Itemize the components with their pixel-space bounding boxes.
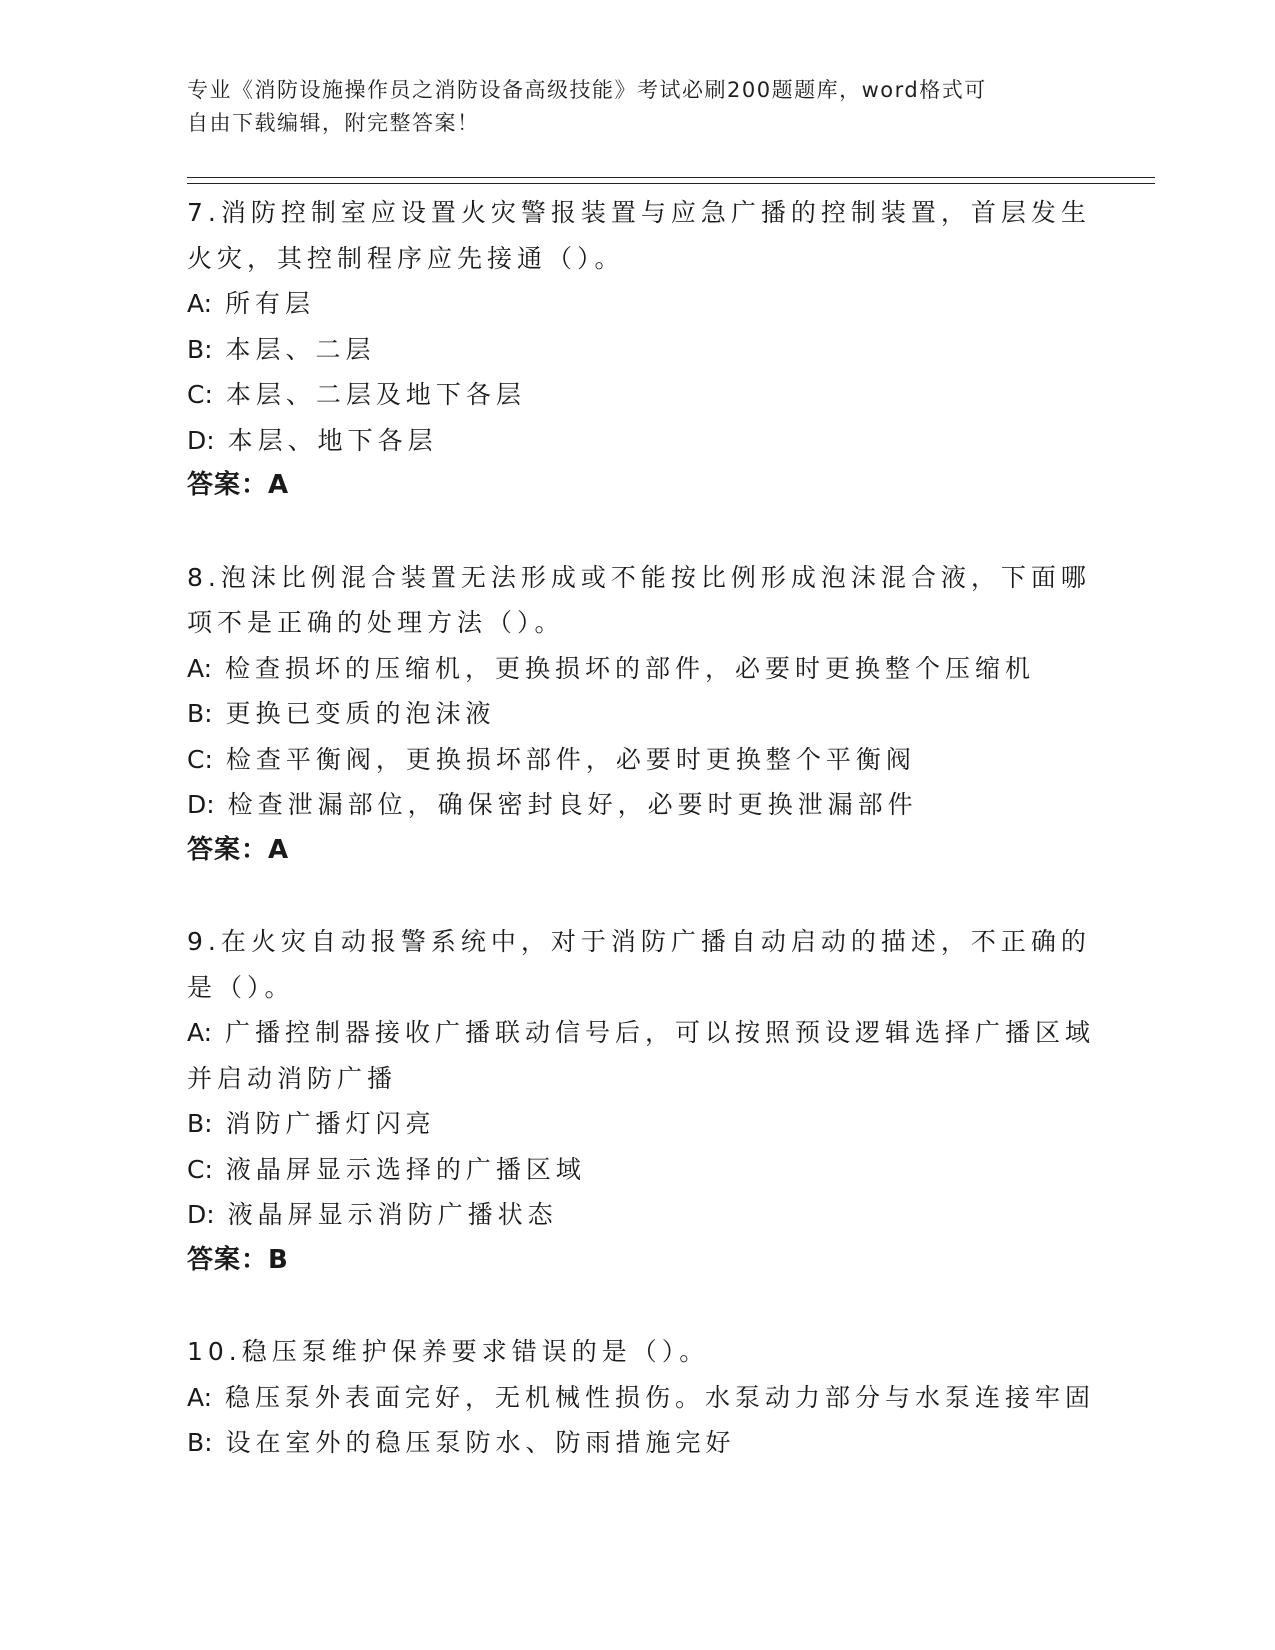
option-a bbox=[187, 646, 1087, 692]
option-letter: A: bbox=[187, 653, 213, 683]
question-7 bbox=[187, 190, 1091, 509]
option-text: 稳压泵外表面完好，无机械性损伤。水泵动力部分与水泵连接牢固 bbox=[225, 1382, 1096, 1412]
option-c bbox=[187, 1147, 1087, 1193]
answer-line: 答案：A bbox=[187, 470, 290, 500]
header-line-1: 专业《消防设施操作员之消防设备高级技能》考试必刷200题题库，word格式可 bbox=[187, 78, 987, 102]
header-divider-top bbox=[187, 177, 1155, 178]
option-b bbox=[187, 691, 1087, 737]
option-c bbox=[187, 737, 1087, 783]
option-text: 检查泄漏部位，确保密封良好，必要时更换泄漏部件 bbox=[227, 790, 918, 819]
question-stem-line: 10.稳压泵维护保养要求错误的是（）。 bbox=[187, 1337, 710, 1366]
option-d bbox=[187, 418, 1087, 464]
answer-line: 答案：A bbox=[187, 834, 290, 865]
option-text: 液晶屏显示选择的广播区域 bbox=[225, 1154, 586, 1184]
option-letter: C: bbox=[187, 744, 213, 774]
question-stem-line: 项不是正确的处理方法（）。 bbox=[187, 608, 565, 637]
question-stem-line: 9.在火灾自动报警系统中，对于消防广播自动启动的描述，不正确的 bbox=[187, 927, 1091, 956]
question-stem-line: 7.消防控制室应设置火灾警报装置与应急广播的控制装置，首层发生 bbox=[187, 198, 1091, 227]
option-text: 液晶屏显示消防广播状态 bbox=[227, 1200, 558, 1229]
option-text: 广播控制器接收广播联动信号后，可以按照预设逻辑选择广播区域 bbox=[225, 1018, 1096, 1047]
option-letter: B: bbox=[187, 334, 213, 364]
document-header bbox=[187, 74, 1087, 140]
header-divider-bottom bbox=[187, 183, 1155, 184]
option-letter: D: bbox=[187, 790, 215, 819]
option-text: 检查平衡阀，更换损坏部件，必要时更换整个平衡阀 bbox=[225, 744, 916, 774]
answer-line: 答案：B bbox=[187, 1244, 289, 1275]
option-a-continued: 并启动消防广播 bbox=[187, 1063, 398, 1093]
option-text: 更换已变质的泡沫液 bbox=[225, 699, 496, 728]
question-10 bbox=[187, 1329, 1096, 1466]
option-d bbox=[187, 782, 1087, 828]
option-a bbox=[187, 1010, 1096, 1056]
option-text: 本层、二层及地下各层 bbox=[225, 380, 526, 409]
question-9 bbox=[187, 919, 1096, 1283]
question-list bbox=[187, 190, 1096, 1512]
question-stem-line: 8.泡沫比例混合装置无法形成或不能按比例形成泡沫混合液，下面哪 bbox=[187, 562, 1091, 592]
option-text: 本层、地下各层 bbox=[227, 425, 438, 455]
option-letter: C: bbox=[187, 380, 213, 409]
option-b bbox=[187, 327, 1087, 373]
option-b bbox=[187, 1420, 1087, 1466]
question-stem-line: 是（）。 bbox=[187, 972, 295, 1002]
option-letter: B: bbox=[187, 1109, 213, 1138]
option-a bbox=[187, 281, 1087, 327]
question-stem-line: 火灾，其控制程序应先接通（）。 bbox=[187, 243, 625, 273]
option-text: 本层、二层 bbox=[225, 334, 376, 364]
option-letter: A: bbox=[187, 289, 213, 318]
option-letter: B: bbox=[187, 1428, 213, 1457]
option-text: 消防广播灯闪亮 bbox=[225, 1109, 436, 1138]
option-c bbox=[187, 372, 1087, 418]
option-letter: C: bbox=[187, 1154, 213, 1184]
option-letter: B: bbox=[187, 699, 213, 728]
option-text: 检查损坏的压缩机，更换损坏的部件，必要时更换整个压缩机 bbox=[225, 653, 1036, 683]
option-letter: D: bbox=[187, 1200, 215, 1229]
option-text: 设在室外的稳压泵防水、防雨措施完好 bbox=[225, 1428, 736, 1457]
option-b bbox=[187, 1101, 1087, 1147]
question-8 bbox=[187, 555, 1091, 874]
option-text: 所有层 bbox=[225, 289, 316, 318]
header-line-2: 自由下载编辑，附完整答案！ bbox=[187, 111, 480, 135]
option-a bbox=[187, 1375, 1096, 1421]
option-letter: D: bbox=[187, 425, 215, 455]
option-letter: A: bbox=[187, 1382, 213, 1412]
option-letter: A: bbox=[187, 1018, 213, 1047]
option-d bbox=[187, 1192, 1087, 1238]
